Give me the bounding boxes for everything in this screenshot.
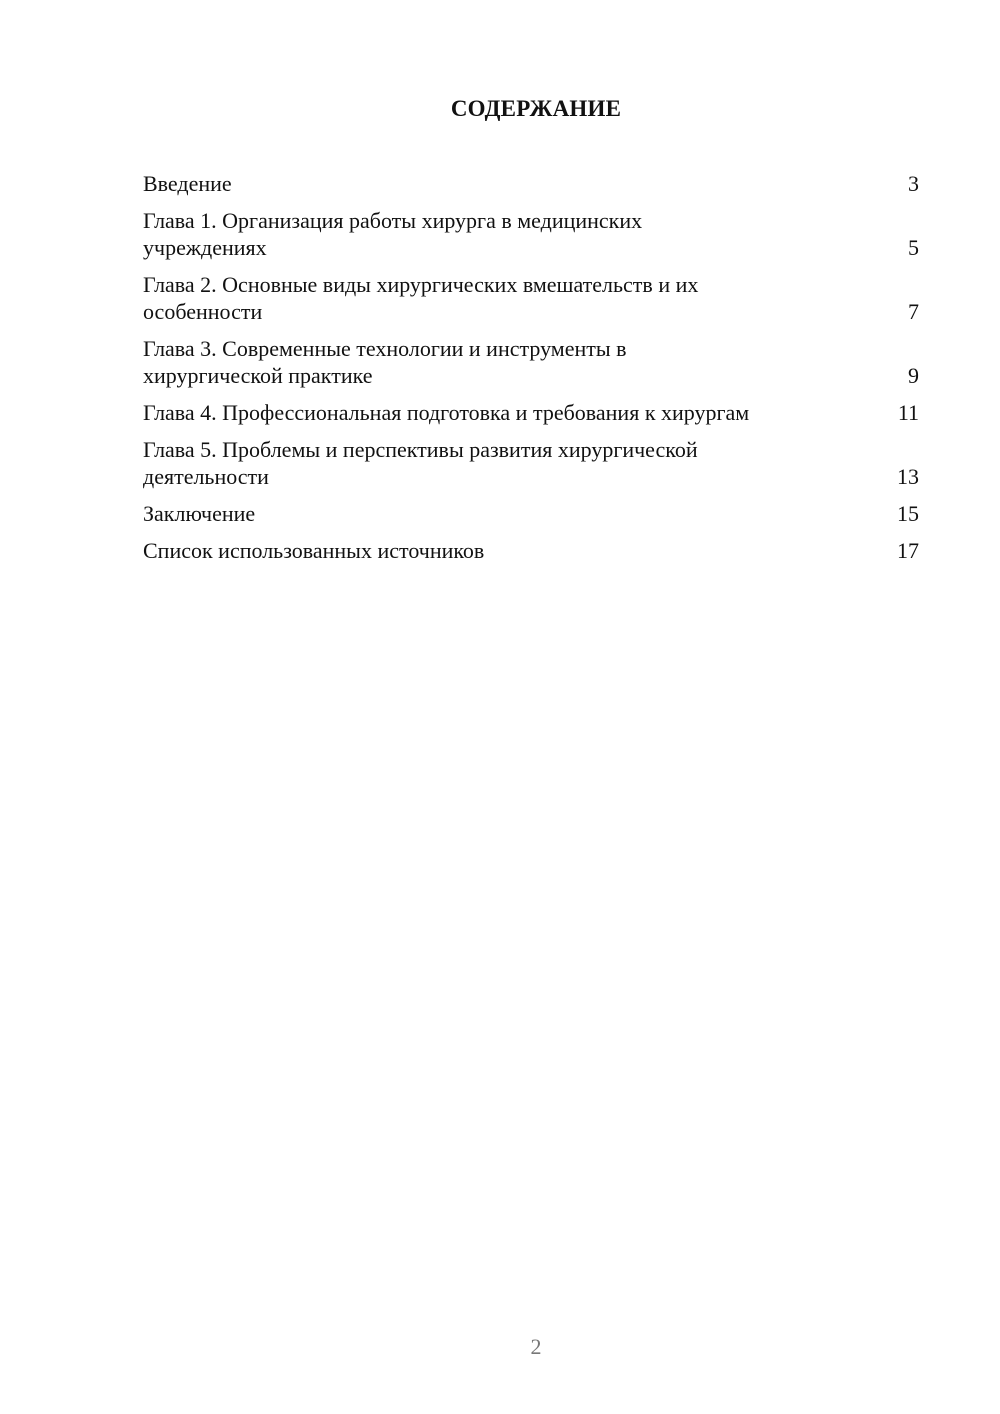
page-title: СОДЕРЖАНИЕ [450, 96, 622, 121]
toc-entry-text: Глава 4. Профессиональная подготовка и требования к хирургам [143, 400, 750, 425]
table-of-contents [143, 170, 919, 574]
toc-entry-chapter-3 [143, 335, 919, 389]
toc-entry-conclusion [143, 500, 919, 527]
toc-entry-page: 5 [908, 235, 919, 260]
toc-entry-chapter-1 [143, 207, 919, 261]
toc-entry-chapter-4 [143, 399, 919, 426]
toc-entry-text: Глава 5. Проблемы и перспективы развития хирургической деятельности [143, 437, 698, 489]
toc-entry-page: 17 [897, 538, 919, 563]
toc-entry-page: 11 [897, 400, 919, 425]
toc-entry-text: Глава 1. Организация работы хирурга в медицинских учреждениях [143, 208, 643, 260]
toc-entry-page: 7 [908, 299, 919, 324]
toc-entry-text: Глава 2. Основные виды хирургических вмешательств и их особенности [143, 272, 699, 324]
toc-entry-page: 3 [908, 171, 919, 196]
toc-entry-text: Список использованных источников [143, 538, 485, 563]
toc-entry-references [143, 537, 919, 564]
toc-entry-page: 15 [897, 501, 919, 526]
toc-entry-page: 9 [908, 363, 919, 388]
toc-entry-text: Глава 3. Современные технологии и инструменты в хирургической практике [143, 336, 627, 388]
toc-entry-introduction [143, 170, 919, 197]
toc-entry-chapter-5 [143, 436, 919, 490]
page-number: 2 [530, 1334, 542, 1359]
toc-entry-text: Заключение [143, 501, 256, 526]
toc-entry-chapter-2 [143, 271, 919, 325]
toc-entry-text: Введение [143, 171, 232, 196]
toc-entry-page: 13 [897, 464, 919, 489]
